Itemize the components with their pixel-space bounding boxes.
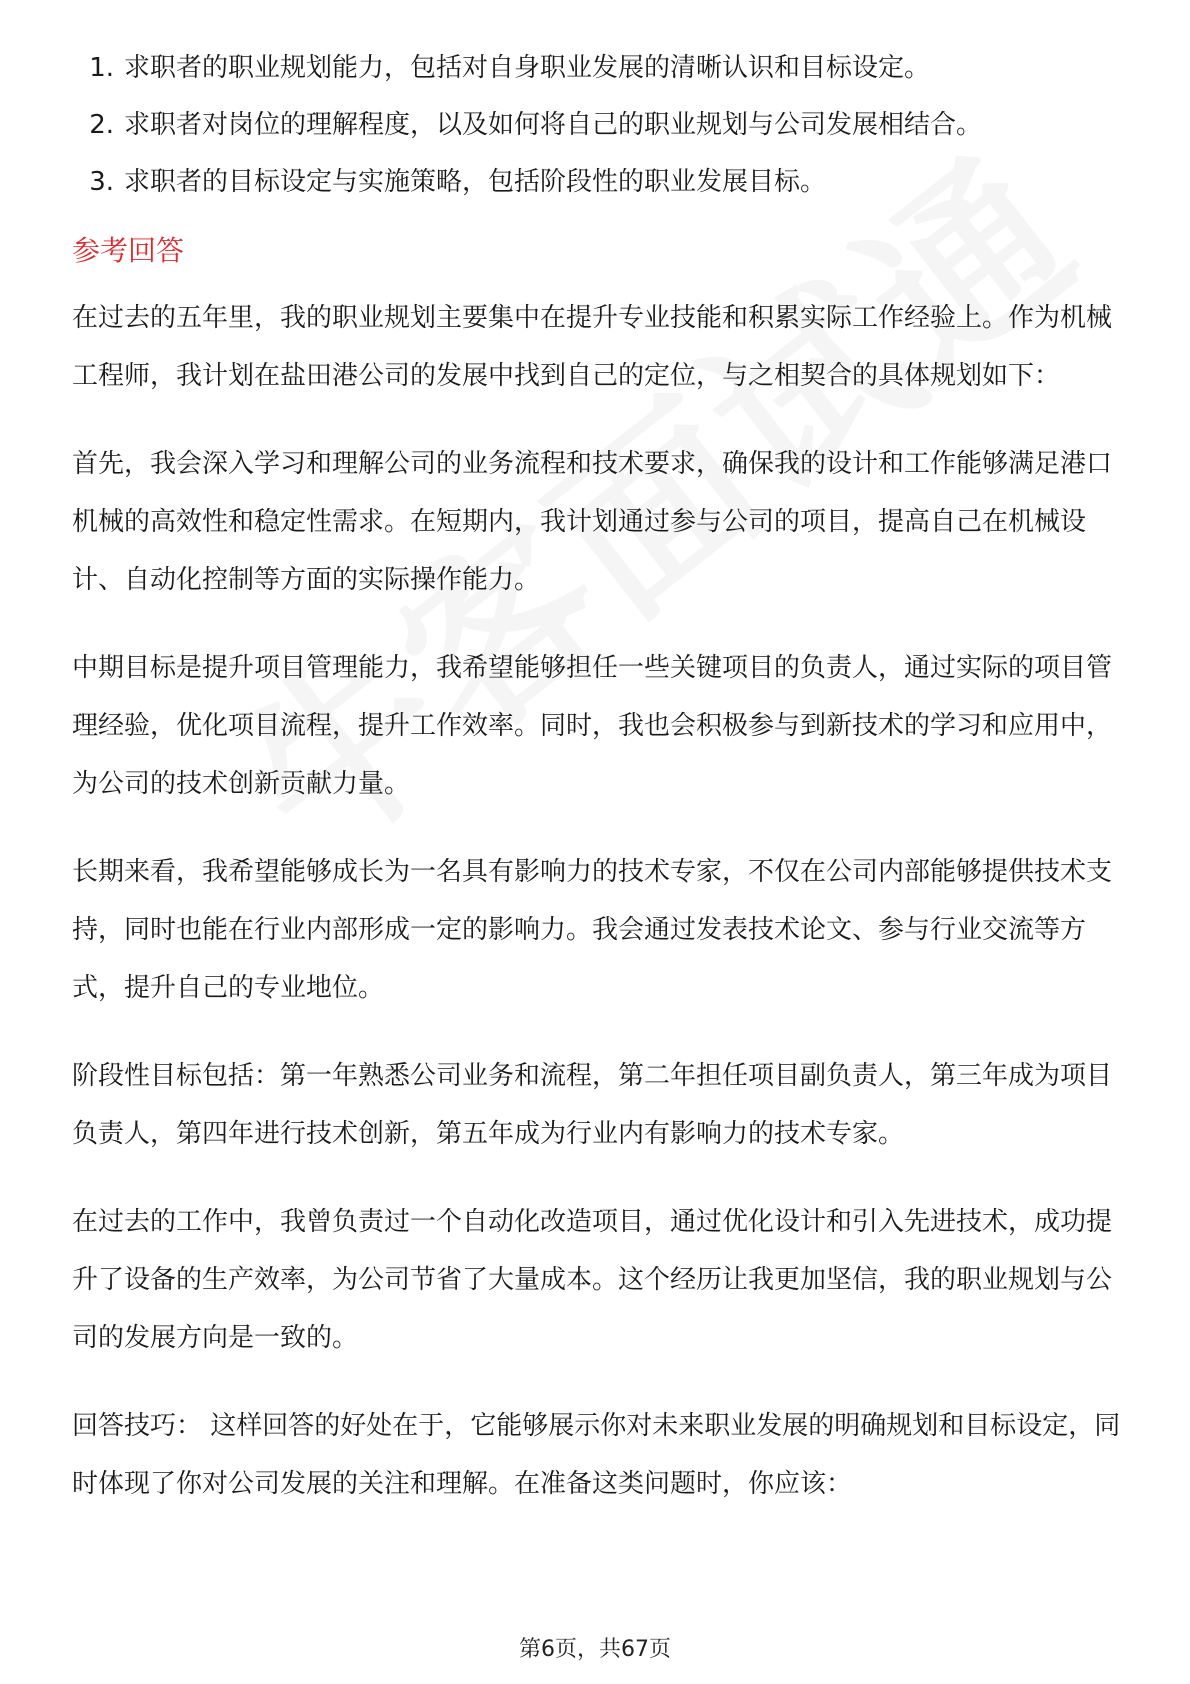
paragraph: 首先，我会深入学习和理解公司的业务流程和技术要求，确保我的设计和工作能够满足港口机械的高效性和稳定性需求。在短期内，我计划通过参与公司的项目，提高自己在机械设计、自动化控制等方面的实际操作能力。: [72, 449, 1113, 595]
criteria-list: [72, 40, 1122, 211]
list-item-number: 1.: [89, 53, 114, 83]
list-item-text: 求职者对岗位的理解程度，以及如何将自己的职业规划与公司发展相结合。: [124, 110, 983, 140]
list-item-number: 2.: [89, 110, 114, 140]
paragraph: 长期来看，我希望能够成长为一名具有影响力的技术专家，不仅在公司内部能够提供技术支持，同时也能在行业内部形成一定的影响力。我会通过发表技术论文、参与行业交流等方式，提升自己的专业地位。: [72, 857, 1113, 1003]
page-content: [72, 0, 1122, 1543]
list-item: [72, 154, 1122, 211]
list-item-text: 求职者的目标设定与实施策略，包括阶段性的职业发展目标。: [124, 167, 827, 197]
section-title: 参考回答: [72, 234, 185, 267]
paragraph: 回答技巧： 这样回答的好处在于，它能够展示你对未来职业发展的明确规划和目标设定，同时体现了你对公司发展的关注和理解。在准备这类问题时，你应该：: [72, 1411, 1121, 1499]
paragraph: 阶段性目标包括：第一年熟悉公司业务和流程，第二年担任项目副负责人，第三年成为项目负责人，第四年进行技术创新，第五年成为行业内有影响力的技术专家。: [72, 1061, 1113, 1149]
list-item-text: 求职者的职业规划能力，包括对自身职业发展的清晰认识和目标设定。: [124, 53, 931, 83]
paragraph: 在过去的五年里，我的职业规划主要集中在提升专业技能和积累实际工作经验上。作为机械工程师，我计划在盐田港公司的发展中找到自己的定位，与之相契合的具体规划如下：: [72, 303, 1113, 391]
paragraph: 中期目标是提升项目管理能力，我希望能够担任一些关键项目的负责人，通过实际的项目管理经验，优化项目流程，提升工作效率。同时，我也会积极参与到新技术的学习和应用中，为公司的技术创新贡献力量。: [72, 653, 1113, 799]
list-item: [72, 97, 1122, 154]
list-item-number: 3.: [89, 167, 114, 197]
page-number: 第6页，共67页: [519, 1637, 671, 1662]
list-item: [72, 40, 1122, 97]
paragraph: 在过去的工作中，我曾负责过一个自动化改造项目，通过优化设计和引入先进技术，成功提升了设备的生产效率，为公司节省了大量成本。这个经历让我更加坚信，我的职业规划与公司的发展方向是一致的。: [72, 1207, 1113, 1353]
